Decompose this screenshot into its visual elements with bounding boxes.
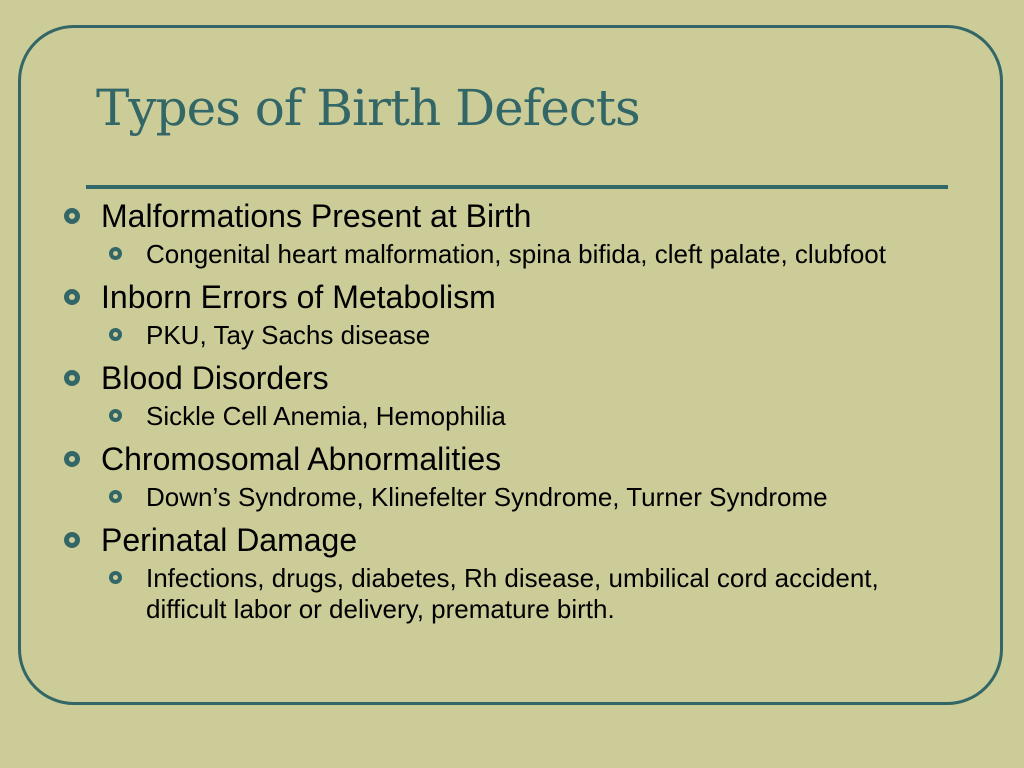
bullet-text: Blood Disorders — [101, 360, 329, 396]
sub-bullet-item — [101, 320, 942, 351]
sub-bullet-text: PKU, Tay Sachs disease — [146, 320, 431, 350]
sub-bullet-list — [101, 401, 942, 432]
sub-bullet-list — [101, 320, 942, 351]
sub-bullet-list — [101, 482, 942, 513]
ring-bullet-icon — [64, 208, 80, 224]
ring-bullet-icon — [64, 532, 80, 548]
slide-title: Types of Birth Defects — [96, 79, 640, 137]
ring-bullet-icon — [64, 451, 80, 467]
bullet-text: Perinatal Damage — [101, 522, 358, 558]
ring-bullet-icon — [109, 409, 122, 422]
sub-bullet-text: Down’s Syndrome, Klinefelter Syndrome, Turner Syndrome — [146, 482, 828, 512]
sub-bullet-text: Congenital heart malformation, spina bifida, cleft palate, clubfoot — [146, 239, 886, 269]
bullet-list — [62, 196, 942, 632]
title-divider — [86, 185, 948, 189]
bullet-text: Inborn Errors of Metabolism — [101, 279, 496, 315]
ring-bullet-icon — [109, 328, 122, 341]
bullet-text: Chromosomal Abnormalities — [101, 441, 502, 477]
bullet-item-blood-disorders — [62, 358, 942, 432]
ring-bullet-icon — [64, 370, 80, 386]
sub-bullet-item — [101, 401, 942, 432]
sub-bullet-item — [101, 482, 942, 513]
bullet-text: Malformations Present at Birth — [101, 198, 532, 234]
sub-bullet-list — [101, 563, 942, 625]
sub-bullet-text: Sickle Cell Anemia, Hemophilia — [146, 401, 506, 431]
ring-bullet-icon — [109, 490, 122, 503]
bullet-item-malformations — [62, 196, 942, 270]
bullet-item-chromosomal — [62, 439, 942, 513]
sub-bullet-item — [101, 239, 942, 270]
sub-bullet-item — [101, 563, 942, 625]
ring-bullet-icon — [109, 571, 122, 584]
ring-bullet-icon — [64, 289, 80, 305]
bullet-item-metabolism — [62, 277, 942, 351]
ring-bullet-icon — [109, 247, 122, 260]
sub-bullet-list — [101, 239, 942, 270]
sub-bullet-text: Infections, drugs, diabetes, Rh disease, umbilical cord accident, difficult labor or delivery, premature birth. — [146, 563, 879, 624]
bullet-item-perinatal — [62, 520, 942, 625]
